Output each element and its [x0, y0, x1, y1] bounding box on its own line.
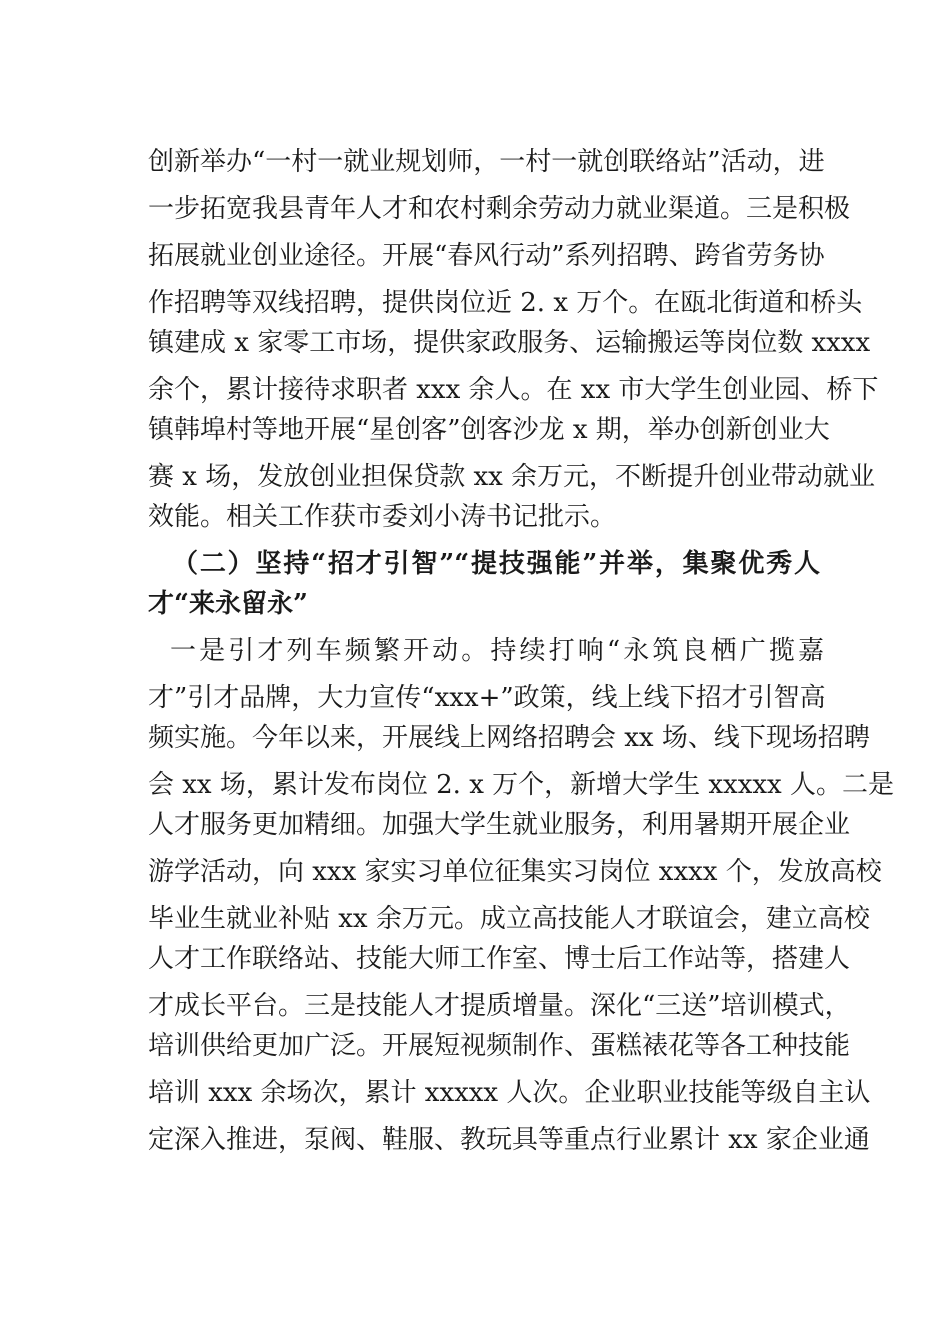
body-text-line: 一步拓宽我县青年人才和农村剩余劳动力就业渠道。三是积极: [148, 194, 851, 224]
body-text-line: 一是引才列车频繁开动。持续打响“永筑良栖广揽嘉: [170, 636, 824, 666]
body-text-line: 镇建成 x 家零工市场，提供家政服务、运输搬运等岗位数 xxxx: [148, 328, 871, 358]
body-text-line: 镇韩埠村等地开展“星创客”创客沙龙 x 期，举办创新创业大: [148, 415, 830, 445]
body-text-line: 毕业生就业补贴 xx 余万元。成立高技能人才联谊会，建立高校: [148, 904, 870, 934]
body-text-line: 拓展就业创业途径。开展“春风行动”系列招聘、跨省劳务协: [148, 241, 825, 271]
body-text-line: 作招聘等双线招聘，提供岗位近 2. x 万个。在瓯北街道和桥头: [148, 288, 863, 318]
body-text-line: 创新举办“一村一就业规划师，一村一就创联络站”活动，进: [148, 147, 825, 177]
body-text-line: 培训供给更加广泛。开展短视频制作、蛋糕裱花等各工种技能: [148, 1031, 851, 1061]
body-text-line: 培训 xxx 余场次，累计 xxxxx 人次。企业职业技能等级自主认: [148, 1078, 871, 1108]
section-heading-line: （二）坚持“招才引智”“提技强能”并举，集聚优秀人: [172, 549, 820, 579]
body-text-line: 效能。相关工作获市委刘小涛书记批示。: [148, 502, 617, 532]
body-text-line: 才”引才品牌，大力宣传“xxx+”政策，线上线下招才引智高: [148, 683, 826, 713]
body-text-line: 频实施。今年以来，开展线上网络招聘会 xx 场、线下现场招聘: [148, 723, 870, 753]
body-text-line: 人才工作联络站、技能大师工作室、博士后工作站等，搭建人: [148, 944, 851, 974]
body-text-line: 会 xx 场，累计发布岗位 2. x 万个，新增大学生 xxxxx 人。二是: [148, 770, 894, 800]
body-text-line: 余个，累计接待求职者 xxx 余人。在 xx 市大学生创业园、桥下: [148, 375, 879, 405]
body-text-line: 赛 x 场，发放创业担保贷款 xx 余万元，不断提升创业带动就业: [148, 462, 876, 492]
body-text-line: 才成长平台。三是技能人才提质增量。深化“三送”培训模式，: [148, 991, 851, 1021]
body-text-line: 人才服务更加精细。加强大学生就业服务，利用暑期开展企业: [148, 810, 851, 840]
body-text-line: 定深入推进，泵阀、鞋服、教玩具等重点行业累计 xx 家企业通: [148, 1125, 870, 1155]
section-heading-line: 才“来永留永”: [148, 589, 308, 619]
body-text-line: 游学活动，向 xxx 家实习单位征集实习岗位 xxxx 个，发放高校: [148, 857, 882, 887]
